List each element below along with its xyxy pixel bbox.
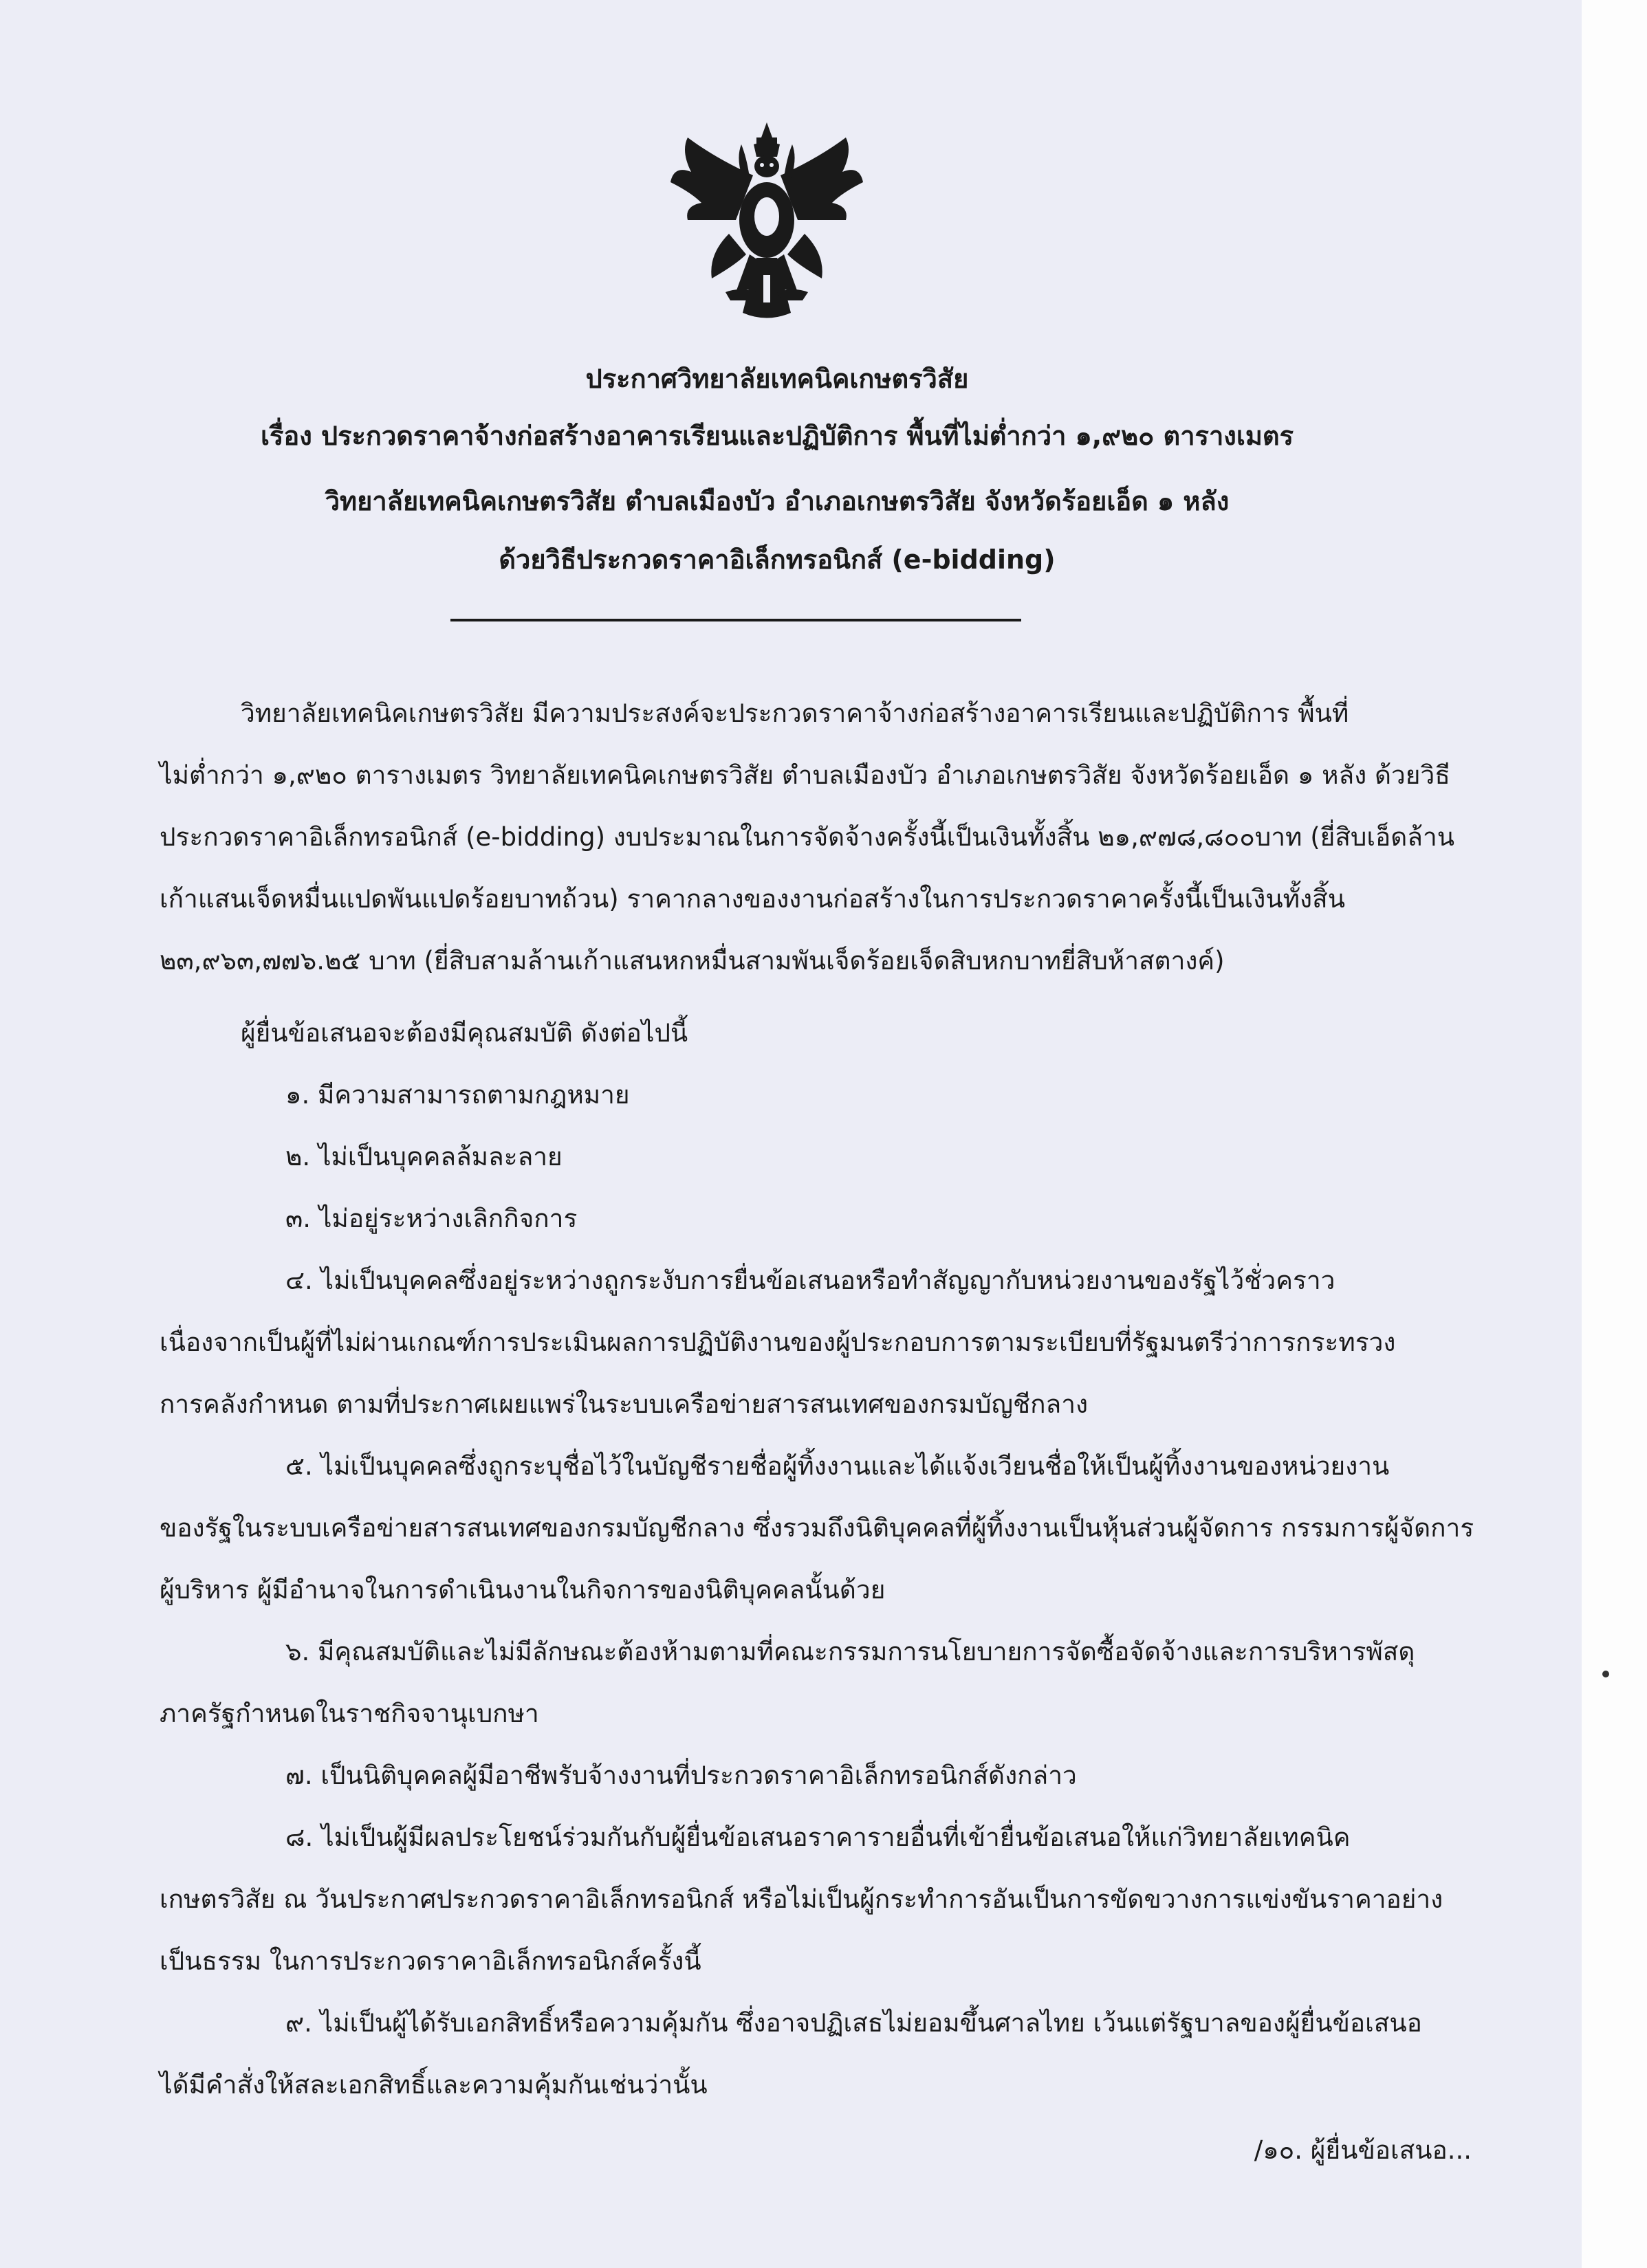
qualification-item-5: ๕. ไม่เป็นบุคคลซึ่งถูกระบุชื่อไว้ในบัญชีรายชื่อผู้ทิ้งงานและได้แจ้งเวียนชื่อให้เป็นผู้ทิ้งงานของหน่วยงาน [285, 1451, 1390, 1481]
qualification-item-9-cont-1: ได้มีคำสั่งให้สละเอกสิทธิ์และความคุ้มกันเช่นว่านั้น [160, 2070, 708, 2100]
heading-title: ประกาศวิทยาลัยเทคนิคเกษตรวิสัย [585, 364, 969, 394]
intro-line-4: เก้าแสนเจ็ดหมื่นแปดพันแปดร้อยบาทถ้วน) ราคากลางของงานก่อสร้างในการประกวดราคาครั้งนี้เป็นเงินทั้งสิ้น [160, 884, 1345, 914]
heading-location: วิทยาลัยเทคนิคเกษตรวิสัย ตำบลเมืองบัว อำเภอเกษตรวิสัย จังหวัดร้อยเอ็ด ๑ หลัง [325, 486, 1230, 516]
intro-line-3: ประกวดราคาอิเล็กทรอนิกส์ (e-bidding) งบประมาณในการจัดจ้างครั้งนี้เป็นเงินทั้งสิ้น ๒๑,๙๗๘,๘๐๐บาท (ยี่สิบเอ็ดล้าน [160, 822, 1455, 852]
qualification-item-4: ๔. ไม่เป็นบุคคลซึ่งอยู่ระหว่างถูกระงับการยื่นข้อเสนอหรือทำสัญญากับหน่วยงานของรัฐไว้ชั่วคราว [285, 1266, 1335, 1295]
heading-subject: เรื่อง ประกวดราคาจ้างก่อสร้างอาคารเรียนและปฏิบัติการ พื้นที่ไม่ต่ำกว่า ๑,๙๒๐ ตารางเมตร [260, 421, 1294, 451]
qualification-item-4-cont-1: เนื่องจากเป็นผู้ที่ไม่ผ่านเกณฑ์การประเมินผลการปฏิบัติงานของผู้ประกอบการตามระเบียบที่รัฐมนตรีว่าการกระทรวง [160, 1328, 1396, 1357]
intro-line-1: วิทยาลัยเทคนิคเกษตรวิสัย มีความประสงค์จะประกวดราคาจ้างก่อสร้างอาคารเรียนและปฏิบัติการ พื้นที่ [241, 698, 1349, 728]
intro-line-5: ๒๓,๙๖๓,๗๗๖.๒๕ บาท (ยี่สิบสามล้านเก้าแสนหกหมื่นสามพันเจ็ดร้อยเจ็ดสิบหกบาทยี่สิบห้าสตางค์) [160, 946, 1225, 976]
qualification-item-2: ๒. ไม่เป็นบุคคลล้มละลาย [285, 1142, 563, 1171]
qualification-item-8: ๘. ไม่เป็นผู้มีผลประโยชน์ร่วมกันกับผู้ยื่นข้อเสนอราคารายอื่นที่เข้ายื่นข้อเสนอให้แก่วิทยาลัยเทคนิค [285, 1823, 1351, 1852]
qualification-item-9: ๙. ไม่เป็นผู้ได้รับเอกสิทธิ์หรือความคุ้มกัน ซึ่งอาจปฏิเสธไม่ยอมขึ้นศาลไทย เว้นแต่รัฐบาลของผู้ยื่นข้อเสนอ [285, 2008, 1422, 2038]
qualification-item-3: ๓. ไม่อยู่ระหว่างเลิกกิจการ [285, 1204, 578, 1233]
heading-method: ด้วยวิธีประกวดราคาอิเล็กทรอนิกส์ (e-bidding) [499, 544, 1056, 575]
garuda-emblem [660, 117, 873, 330]
qualification-item-4-cont-2: การคลังกำหนด ตามที่ประกาศเผยแพร่ในระบบเครือข่ายสารสนเทศของกรมบัญชีกลาง [160, 1389, 1089, 1419]
qualification-item-1: ๑. มีความสามารถตามกฎหมาย [285, 1080, 630, 1110]
qualification-item-5-cont-2: ผู้บริหาร ผู้มีอำนาจในการดำเนินงานในกิจการของนิติบุคคลนั้นด้วย [160, 1575, 886, 1605]
scan-margin [1582, 0, 1647, 2268]
qualification-item-6: ๖. มีคุณสมบัติและไม่มีลักษณะต้องห้ามตามที่คณะกรรมการนโยบายการจัดซื้อจัดจ้างและการบริหารพัสดุ [285, 1637, 1415, 1666]
intro-line-2: ไม่ต่ำกว่า ๑,๙๒๐ ตารางเมตร วิทยาลัยเทคนิคเกษตรวิสัย ตำบลเมืองบัว อำเภอเกษตรวิสัย จังหวัดร้อยเอ็ด ๑ หลัง ด้วยวิธี [160, 760, 1450, 790]
qualification-item-7: ๗. เป็นนิติบุคคลผู้มีอาชีพรับจ้างงานที่ประกวดราคาอิเล็กทรอนิกส์ดังกล่าว [285, 1761, 1077, 1790]
qualification-item-5-cont-1: ของรัฐในระบบเครือข่ายสารสนเทศของกรมบัญชีกลาง ซึ่งรวมถึงนิติบุคคลที่ผู้ทิ้งงานเป็นหุ้นส่วนผู้จัดการ กรรมการผู้จัดการ [160, 1513, 1474, 1543]
qualification-item-8-cont-1: เกษตรวิสัย ณ วันประกาศประกวดราคาอิเล็กทรอนิกส์ หรือไม่เป็นผู้กระทำการอันเป็นการขัดขวางการแข่งขันราคาอย่าง [160, 1884, 1443, 1914]
qualifications-intro: ผู้ยื่นข้อเสนอจะต้องมีคุณสมบัติ ดังต่อไปนี้ [241, 1018, 688, 1048]
continuation-note: /๑๐. ผู้ยื่นข้อเสนอ... [1254, 2135, 1472, 2165]
scan-speck [1602, 1671, 1609, 1677]
qualification-item-6-cont-1: ภาครัฐกำหนดในราชกิจจานุเบกษา [160, 1699, 539, 1728]
qualification-item-8-cont-2: เป็นธรรม ในการประกวดราคาอิเล็กทรอนิกส์ครั้งนี้ [160, 1946, 701, 1976]
heading-divider [450, 619, 1021, 621]
